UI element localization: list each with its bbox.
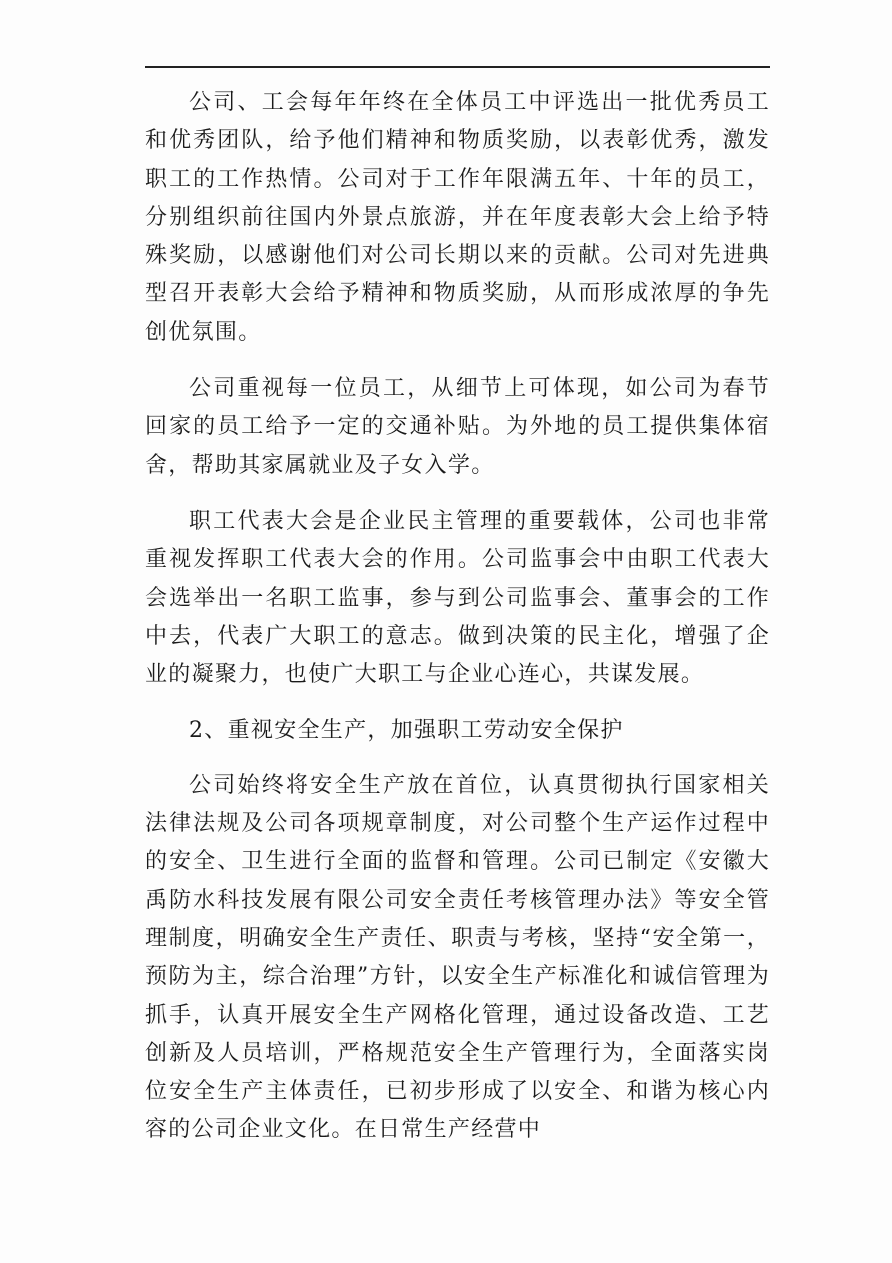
paragraph-safety-production: 公司始终将安全生产放在首位，认真贯彻执行国家相关法律法规及公司各项规章制度，对公司整个生产运作过程中的安全、卫生进行全面的监督和管理。公司已制定《安徽大禹防水科技发展有限公司安全责任考核管理办法》等安全管理制度，明确安全生产责任、职责与考核，坚持“安全第一，预防为主，综合治理”方针，以安全生产标准化和诚信管理为抓手，认真开展安全生产网格化管理，通过设备改造、工艺创新及人员培训，严格规范安全生产管理行为，全面落实岗位安全生产主体责任，已初步形成了以安全、和谐为核心内容的公司企业文化。在日常生产经营中 [145, 772, 770, 1143]
section-heading: 2、重视安全生产，加强职工劳动安全保护 [189, 718, 624, 744]
paragraph-workers-congress: 职工代表大会是企业民主管理的重要载体，公司也非常重视发挥职工代表大会的作用。公司监事会中由职工代表大会选举出一名职工监事，参与到公司监事会、董事会的工作中去，代表广大职工的意志。做到决策的民主化，增强了企业的凝聚力，也使广大职工与企业心连心，共谋发展。 [145, 508, 770, 688]
paragraph-awards: 公司、工会每年年终在全体员工中评选出一批优秀员工和优秀团队，给予他们精神和物质奖励，以表彰优秀，激发职工的工作热情。公司对于工作年限满五年、十年的员工，分别组织前往国内外景点旅游，并在年度表彰大会上给予特殊奖励，以感谢他们对公司长期以来的贡献。公司对先进典型召开表彰大会给予精神和物质奖励，从而形成浓厚的争先创优氛围。 [145, 90, 770, 345]
document-body [145, 84, 770, 1168]
header-rule [145, 66, 770, 68]
paragraph-employee-care: 公司重视每一位员工，从细节上可体现，如公司为春节回家的员工给予一定的交通补贴。为外地的员工提供集体宿舍，帮助其家属就业及子女入学。 [145, 376, 770, 478]
